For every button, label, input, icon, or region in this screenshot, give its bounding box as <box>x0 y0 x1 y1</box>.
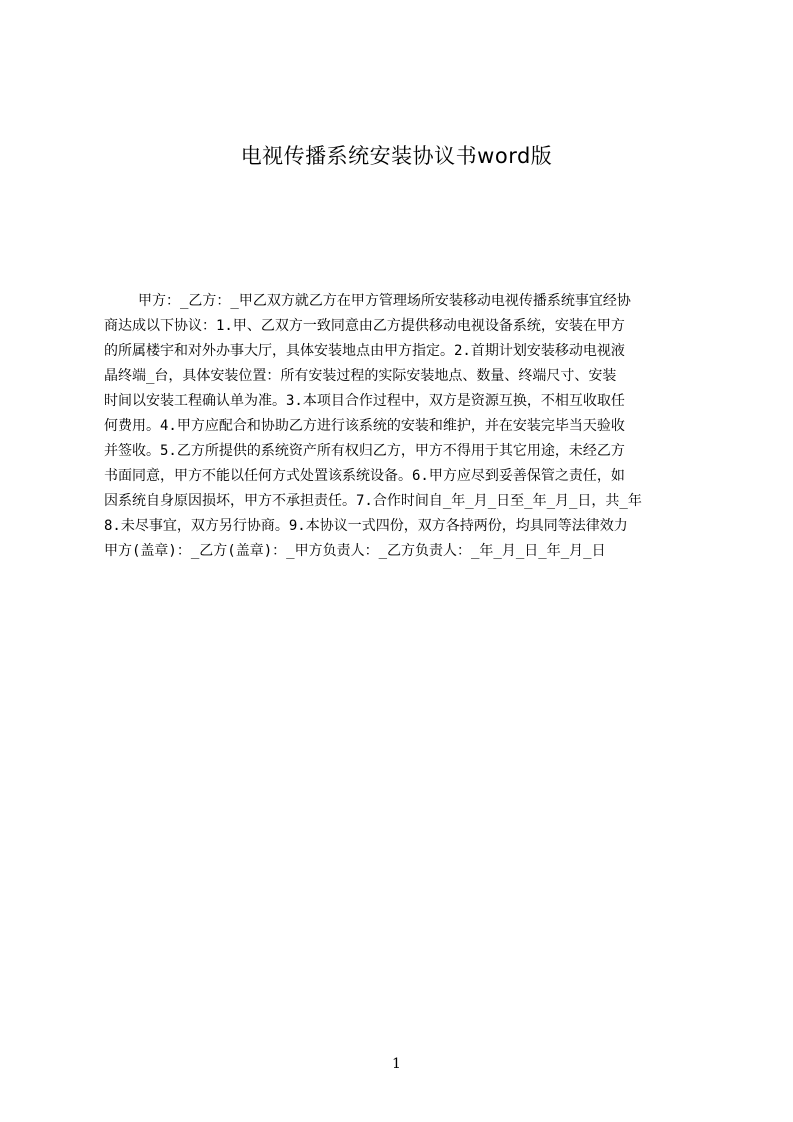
body-line: 的所属楼宇和对外办事大厅，具体安装地点由甲方指定。2.首期计划安装移动电视液 <box>104 343 625 359</box>
body-line: 并签收。5.乙方所提供的系统资产所有权归乙方，甲方不得用于其它用途，未经乙方 <box>104 443 625 459</box>
body-line: 因系统自身原因损坏，甲方不承担责任。7.合作时间自_年_月_日至_年_月_日，共_年 <box>104 493 642 509</box>
body-line: 甲方：_乙方：_甲乙双方就乙方在甲方管理场所安装移动电视传播系统事宜经协 <box>138 293 631 309</box>
body-line: 时间以安装工程确认单为准。3.本项目合作过程中，双方是资源互换，不相互收取任 <box>104 393 625 409</box>
body-line: 书面同意，甲方不能以任何方式处置该系统设备。6.甲方应尽到妥善保管之责任，如 <box>104 468 625 484</box>
page-number: 1 <box>392 1056 401 1072</box>
body-line: 8.未尽事宜，双方另行协商。9.本协议一式四份，双方各持两份，均具同等法律效力 <box>104 518 628 534</box>
body-line: 何费用。4.甲方应配合和协助乙方进行该系统的安装和维护，并在安装完毕当天验收 <box>104 418 625 434</box>
body-line: 晶终端_台，具体安装位置：所有安装过程的实际安装地点、数量、终端尺寸、安装 <box>104 368 617 384</box>
body-line: 甲方(盖章)：_乙方(盖章)：_甲方负责人：_乙方负责人：_年_月_日_年_月_日 <box>104 543 606 559</box>
agreement-body <box>104 289 698 564</box>
body-line: 商达成以下协议：1.甲、乙双方一致同意由乙方提供移动电视设备系统，安装在甲方 <box>104 318 625 334</box>
document-title: 电视传播系统安装协议书word版 <box>240 144 553 168</box>
